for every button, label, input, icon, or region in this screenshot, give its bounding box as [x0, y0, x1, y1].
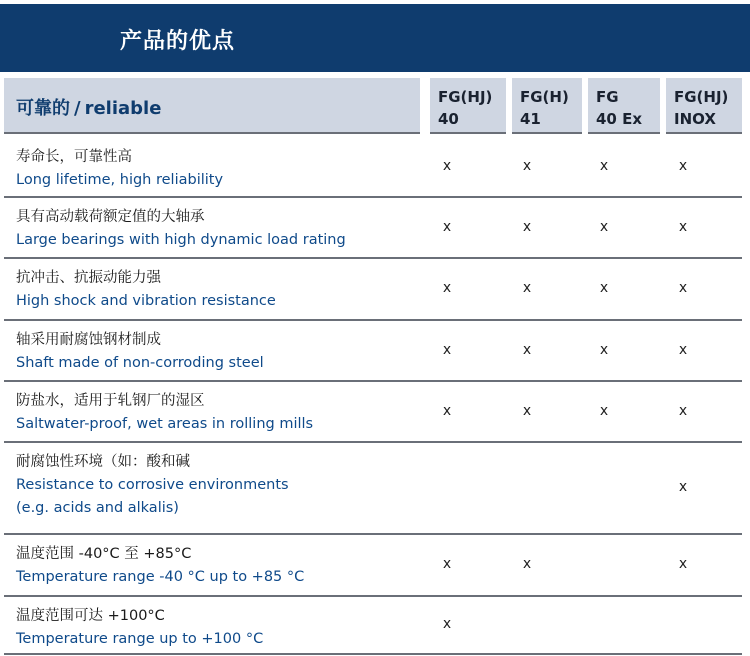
- table-row: [4, 198, 742, 259]
- column-header-fg-40-ex: [588, 78, 660, 134]
- table-row: [4, 259, 742, 321]
- check-mark: x: [678, 556, 688, 572]
- row-label-zh: 具有高动载荷额定值的大轴承: [16, 209, 205, 225]
- row-label-en: Large bearings with high dynamic load rating: [16, 232, 346, 248]
- row-label-zh: 耐腐蚀性环境（如：酸和碱: [16, 454, 190, 470]
- table-row: [4, 535, 742, 597]
- row-label-en: Resistance to corrosive environments: [16, 477, 289, 493]
- row-label-en: Shaft made of non-corroding steel: [16, 355, 264, 371]
- header-label-en: reliable: [84, 98, 162, 119]
- banner-title: 产品的优点: [120, 29, 236, 54]
- row-label-en: Temperature range up to +100 °C: [16, 631, 264, 647]
- row-label-en: Temperature range -40 °C up to +85 °C: [16, 569, 305, 585]
- row-label-en: Long lifetime, high reliability: [16, 172, 224, 188]
- table-row: [4, 321, 742, 382]
- check-mark: x: [599, 219, 609, 235]
- row-label-zh: 温度范围可达 +100°C: [16, 608, 165, 624]
- check-mark: x: [522, 403, 532, 419]
- row-label-en: (e.g. acids and alkalis): [16, 500, 179, 516]
- column-header-fg-h-41: [512, 78, 582, 134]
- check-mark: x: [442, 403, 452, 419]
- check-mark: x: [442, 158, 452, 174]
- check-mark: x: [442, 616, 452, 632]
- check-mark: x: [599, 280, 609, 296]
- check-mark: x: [442, 280, 452, 296]
- check-mark: x: [599, 403, 609, 419]
- row-label-en: Saltwater-proof, wet areas in rolling mills: [16, 416, 314, 432]
- header-label-zh: 可靠的: [16, 98, 70, 119]
- row-label-zh: 防盐水，适用于轧钢厂的湿区: [16, 393, 205, 409]
- row-description: [16, 206, 416, 252]
- check-mark: x: [678, 280, 688, 296]
- header-label: [16, 94, 161, 120]
- column-header-fg-hj-40: [430, 78, 506, 134]
- row-description: [16, 267, 416, 313]
- row-label-zh: 寿命长，可靠性高: [16, 149, 132, 165]
- check-mark: x: [522, 556, 532, 572]
- check-mark: x: [522, 342, 532, 358]
- table-row: [4, 138, 742, 198]
- row-label-zh: 温度范围 -40°C 至 +85°C: [16, 546, 192, 562]
- row-description: [16, 329, 416, 375]
- check-mark: x: [678, 158, 688, 174]
- check-mark: x: [599, 342, 609, 358]
- check-mark: x: [442, 342, 452, 358]
- row-description: [16, 605, 416, 651]
- row-description: [16, 146, 416, 192]
- row-label-zh: 轴采用耐腐蚀钢材制成: [16, 332, 161, 348]
- check-mark: x: [599, 158, 609, 174]
- check-mark: x: [522, 219, 532, 235]
- row-description: [16, 451, 416, 520]
- column-header-label: FG 40 Ex: [596, 88, 643, 128]
- header-label-separator: /: [74, 98, 81, 119]
- header-label-cell: [4, 78, 420, 134]
- row-label-en: High shock and vibration resistance: [16, 293, 276, 309]
- table-row: [4, 382, 742, 443]
- check-mark: x: [678, 219, 688, 235]
- check-mark: x: [522, 280, 532, 296]
- table-row: [4, 443, 742, 535]
- column-header-fg-hj-inox: [666, 78, 742, 134]
- row-description: [16, 543, 416, 589]
- check-mark: x: [442, 556, 452, 572]
- check-mark: x: [678, 342, 688, 358]
- column-header-label: FG(H) 41: [520, 88, 569, 128]
- column-header-label: FG(HJ) 40: [438, 88, 493, 128]
- check-mark: x: [522, 158, 532, 174]
- row-label-zh: 抗冲击、抗振动能力强: [16, 270, 161, 286]
- table-row: [4, 597, 742, 655]
- check-mark: x: [678, 479, 688, 495]
- column-header-label: FG(HJ) INOX: [674, 88, 729, 128]
- check-mark: x: [678, 403, 688, 419]
- banner: [0, 4, 750, 72]
- check-mark: x: [442, 219, 452, 235]
- row-description: [16, 390, 416, 436]
